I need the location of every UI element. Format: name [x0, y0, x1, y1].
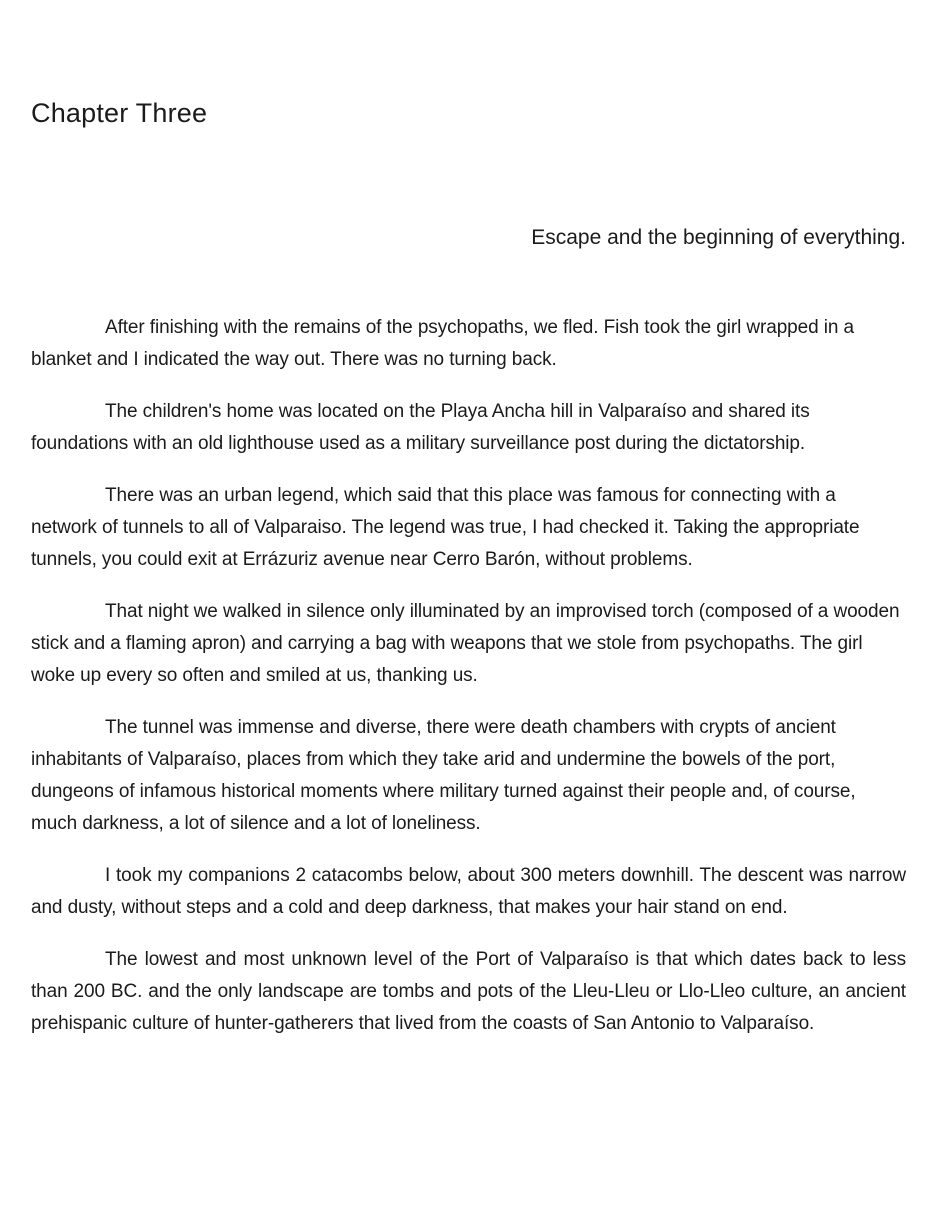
- paragraph: The lowest and most unknown level of the Port of Valparaíso is that which dates back to less than 200 BC. and the only landscape are tombs and pots of the Lleu-Lleu or Llo-Lleo culture, an ancient prehispanic culture of hunter-gatherers that lived from the coasts of San Antonio to Valparaíso.: [31, 949, 906, 1034]
- paragraph: The children's home was located on the Playa Ancha hill in Valparaíso and shared its foundations with an old lighthouse used as a military surveillance post during the dictatorship.: [31, 401, 810, 454]
- paragraph: There was an urban legend, which said that this place was famous for connecting with a network of tunnels to all of Valparaiso. The legend was true, I had checked it. Taking the appropriate tunnels, you could exit at Errázuriz avenue near Cerro Barón, without problems.: [31, 485, 860, 570]
- paragraph: That night we walked in silence only illuminated by an improvised torch (composed of a wooden stick and a flaming apron) and carrying a bag with weapons that we stole from psychopaths. The girl woke up every so often and smiled at us, thanking us.: [31, 601, 900, 686]
- paragraph: The tunnel was immense and diverse, there were death chambers with crypts of ancient inhabitants of Valparaíso, places from which they take arid and undermine the bowels of the port, dungeons of infamous historical moments where military turned against their people and, of course, much darkness, a lot of silence and a lot of loneliness.: [31, 717, 856, 834]
- chapter-heading: Chapter Three: [31, 98, 208, 128]
- paragraph: After finishing with the remains of the psychopaths, we fled. Fish took the girl wrapped in a blanket and I indicated the way out. There was no turning back.: [31, 317, 854, 370]
- paragraph: I took my companions 2 catacombs below, about 300 meters downhill. The descent was narrow and dusty, without steps and a cold and deep darkness, that makes your hair stand on end.: [31, 865, 906, 918]
- chapter-subtitle: Escape and the beginning of everything.: [531, 226, 906, 249]
- body-text: [31, 312, 906, 1040]
